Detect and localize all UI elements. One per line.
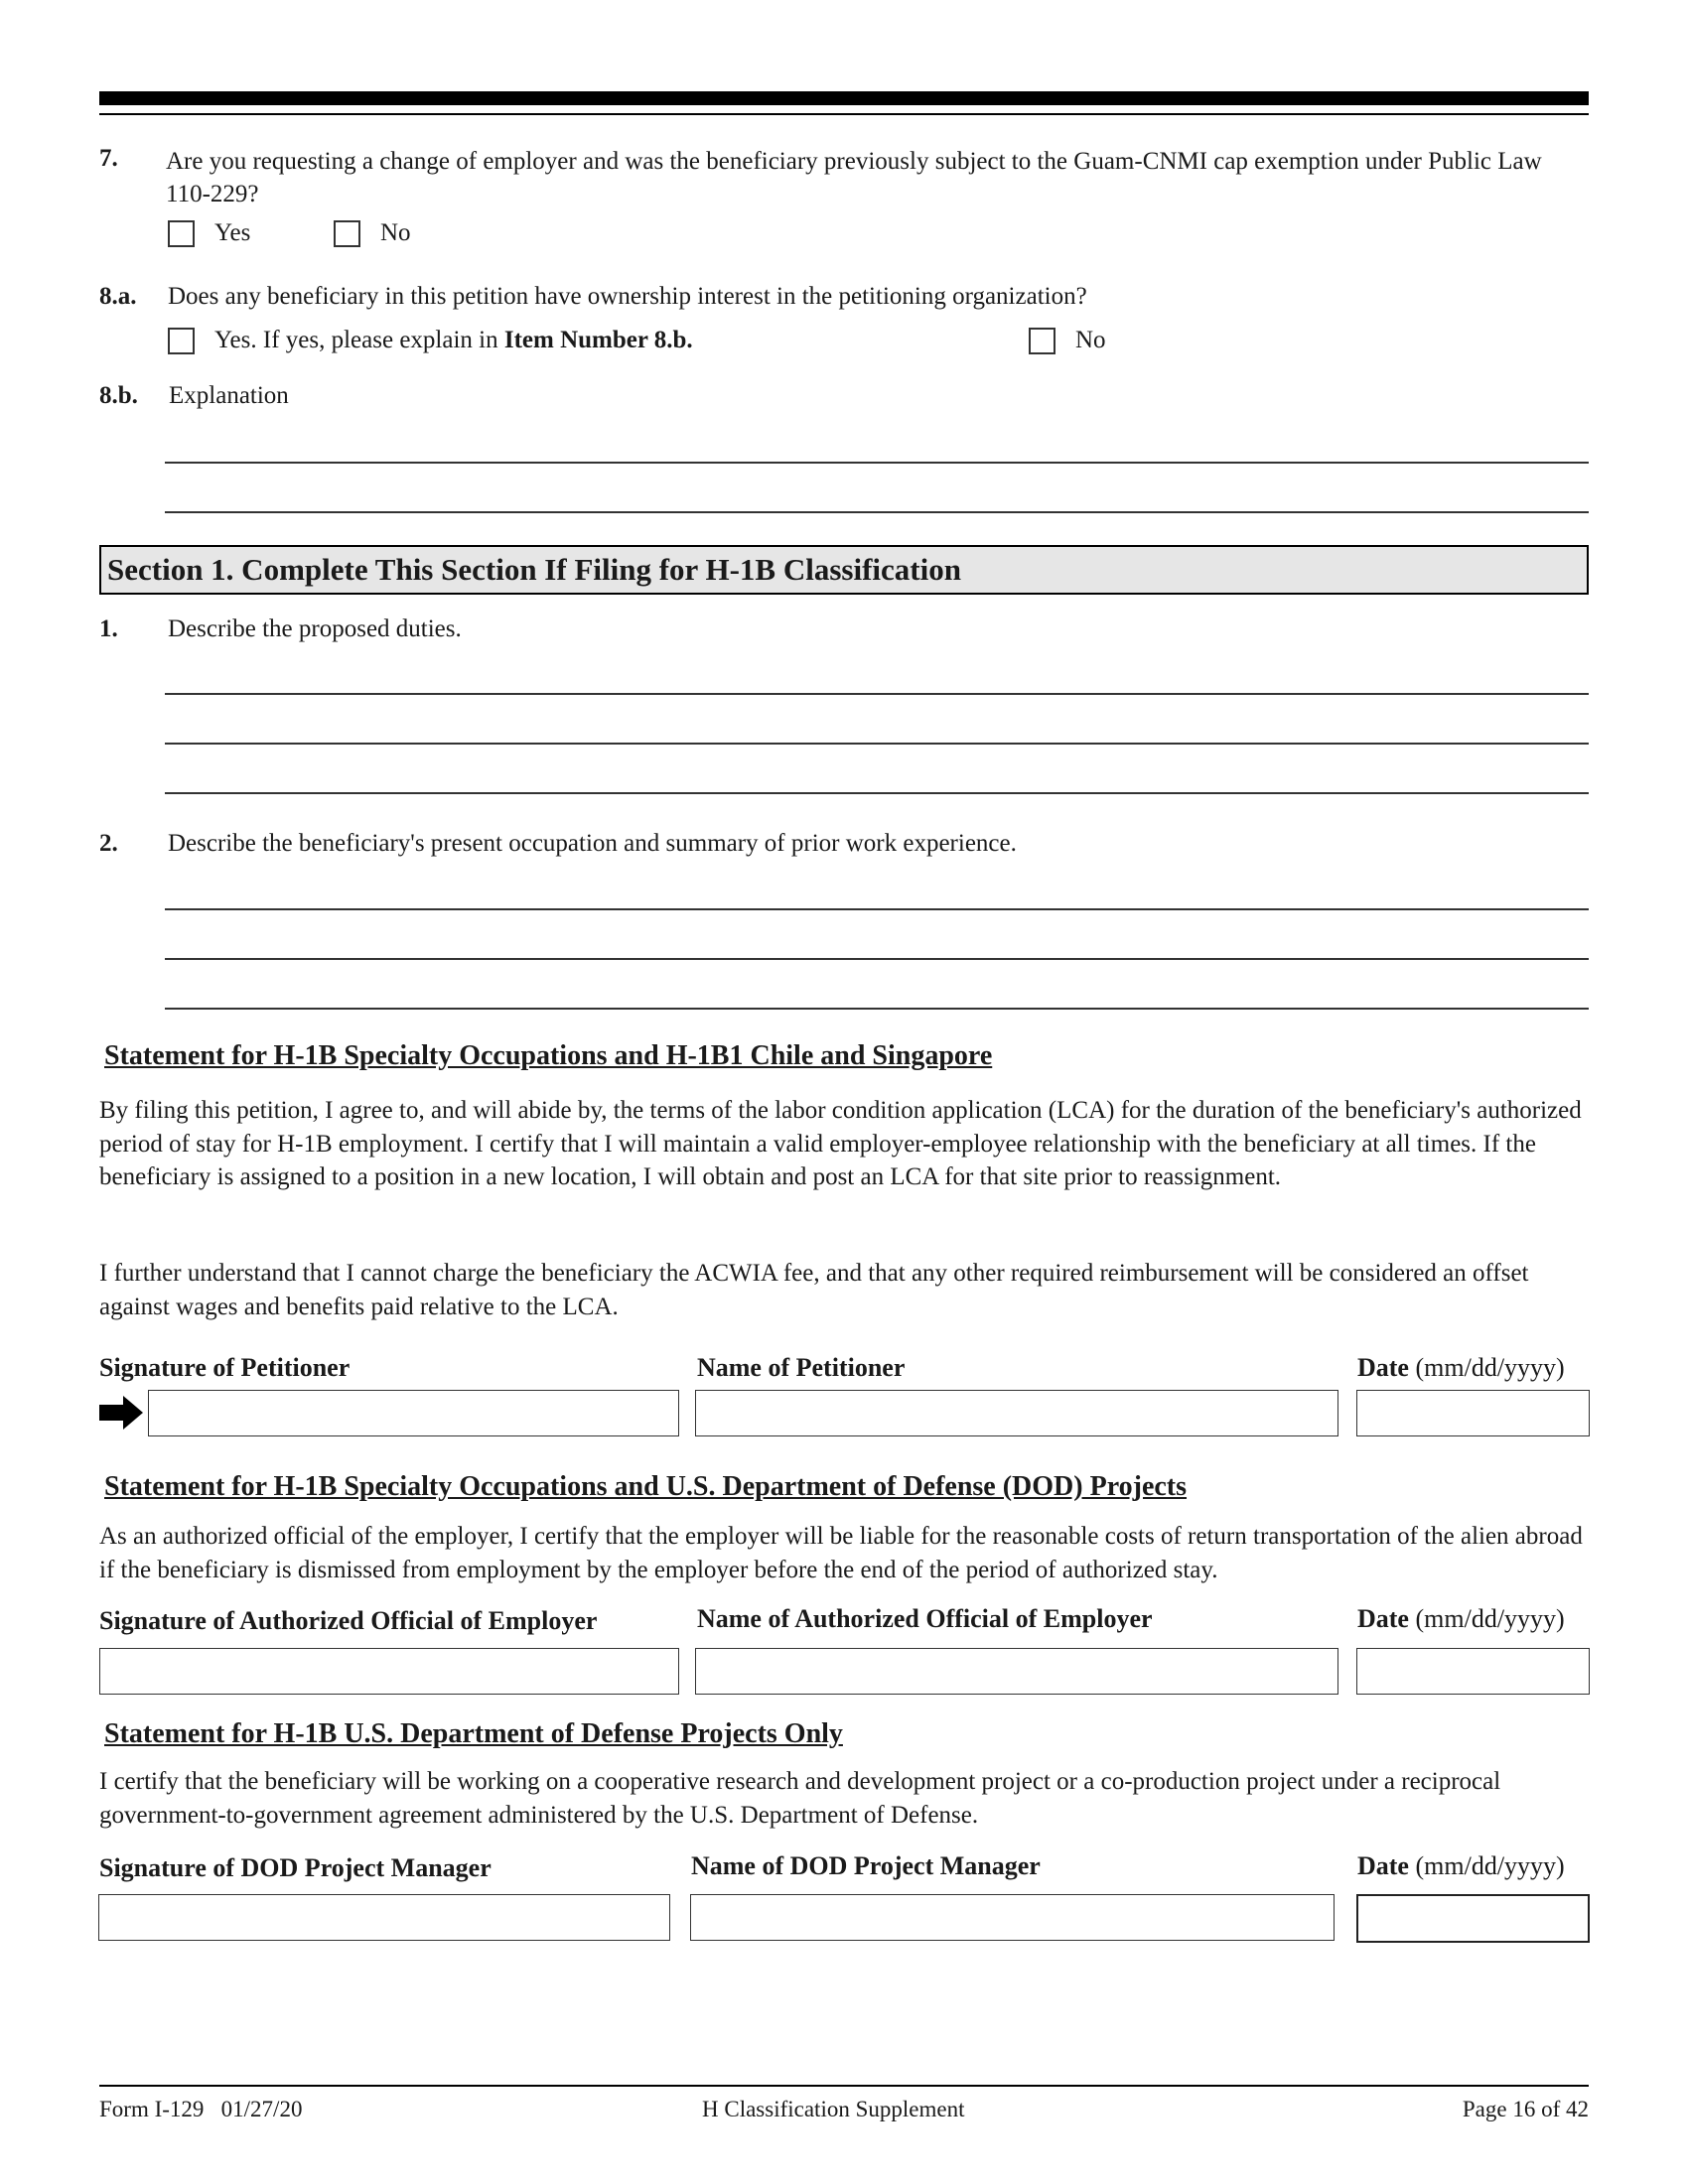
q7-no-option[interactable] [334,219,411,247]
q7-yes-checkbox[interactable] [168,220,195,247]
official-name-label: Name of Authorized Official of Employer [697,1604,1153,1633]
dod-name-field[interactable] [690,1894,1335,1941]
q8a-yes-option[interactable] [168,327,693,354]
s1-q1-number: 1. [99,615,118,642]
statement-3-title: Statement for H-1B U.S. Department of Defense Projects Only [104,1718,843,1749]
petitioner-name-label: Name of Petitioner [697,1353,906,1382]
q8b-label: Explanation [169,382,289,409]
dod-date-field[interactable] [1356,1894,1590,1943]
explanation-line-1[interactable] [165,462,1589,464]
footer-page-number: Page 16 of 42 [1462,2097,1589,2121]
q8a-no-checkbox[interactable] [1029,328,1055,354]
q8a-no-option[interactable] [1029,327,1106,354]
duties-line-1[interactable] [165,693,1589,695]
petitioner-signature-field[interactable] [148,1390,679,1436]
q8a-no-label: No [1075,327,1106,353]
official-signature-field[interactable] [99,1648,679,1695]
statement-1-paragraph-2: I further understand that I cannot charge the beneficiary the ACWIA fee, and that any other required reimbursement will be considered an offset against wages and benefits paid relative to the LCA. [99,1260,1529,1320]
q8a-text: Does any beneficiary in this petition have ownership interest in the petitioning organization? [168,283,1087,310]
dod-signature-label: Signature of DOD Project Manager [99,1853,492,1882]
dod-name-label: Name of DOD Project Manager [691,1851,1041,1880]
petitioner-date-field[interactable] [1356,1390,1590,1436]
section-1-header: Section 1. Complete This Section If Filing for H-1B Classification [99,545,1589,595]
footer-title: H Classification Supplement [702,2097,965,2121]
official-name-field[interactable] [695,1648,1338,1695]
duties-line-2[interactable] [165,743,1589,745]
q7-yes-option[interactable] [168,219,250,247]
experience-line-3[interactable] [165,1008,1589,1010]
official-date-label: Date (mm/dd/yyyy) [1357,1604,1565,1633]
q7-no-checkbox[interactable] [334,220,360,247]
duties-line-3[interactable] [165,792,1589,794]
header-bar [99,91,1589,105]
q7-yes-label: Yes [214,219,251,246]
q8a-number: 8.a. [99,283,137,310]
header-rule [99,113,1589,115]
experience-line-1[interactable] [165,908,1589,910]
dod-signature-field[interactable] [98,1894,670,1941]
petitioner-signature-label: Signature of Petitioner [99,1353,351,1382]
s1-q1-text: Describe the proposed duties. [168,615,462,642]
q8a-yes-label: Yes. If yes, please explain in [214,327,498,353]
footer-form-id: Form I-129 01/27/20 [99,2097,303,2121]
s1-q2-text: Describe the beneficiary's present occupation and summary of prior work experience. [168,830,1017,857]
statement-2-title: Statement for H-1B Specialty Occupations and U.S. Department of Defense (DOD) Projects [104,1471,1188,1502]
statement-1-paragraph-1: By filing this petition, I agree to, and will abide by, the terms of the labor condition application (LCA) for the duration of the beneficiary's authorized period of stay for H-1B employment. I certify that I will maintain a valid employer-employee relationship with the beneficiary at all times. If the beneficiary is assigned to a position in a new location, I will obtain and post an LCA for that site prior to reassignment. [99,1097,1582,1190]
q7-no-label: No [380,219,411,246]
petitioner-name-field[interactable] [695,1390,1338,1436]
explanation-line-2[interactable] [165,511,1589,513]
q8b-number: 8.b. [99,382,138,409]
footer-rule [99,2085,1589,2087]
experience-line-2[interactable] [165,958,1589,960]
official-signature-label: Signature of Authorized Official of Employer [99,1606,598,1635]
q7-number: 7. [99,145,118,172]
q7-text: Are you requesting a change of employer and was the beneficiary previously subject to the Guam-CNMI cap exemption under Public Law 110-229? [166,148,1542,207]
dod-date-label: Date (mm/dd/yyyy) [1357,1851,1565,1880]
statement-3-paragraph: I certify that the beneficiary will be working on a cooperative research and development project or a co-production project under a reciprocal government-to-government agreement administered by the U.S. Department of Defense. [99,1768,1501,1829]
petitioner-date-label: Date (mm/dd/yyyy) [1357,1353,1565,1382]
statement-2-paragraph: As an authorized official of the employer, I certify that the employer will be liable for the reasonable costs of return transportation of the alien abroad if the beneficiary is dismissed from employment by the employer before the end of the period of authorized stay. [99,1523,1583,1583]
s1-q2-number: 2. [99,830,118,857]
official-date-field[interactable] [1356,1648,1590,1695]
q8a-yes-reference: Item Number 8.b. [503,327,693,353]
signature-arrow-icon [99,1396,143,1430]
q8a-yes-checkbox[interactable] [168,328,195,354]
statement-1-title: Statement for H-1B Specialty Occupations and H-1B1 Chile and Singapore [104,1040,993,1071]
